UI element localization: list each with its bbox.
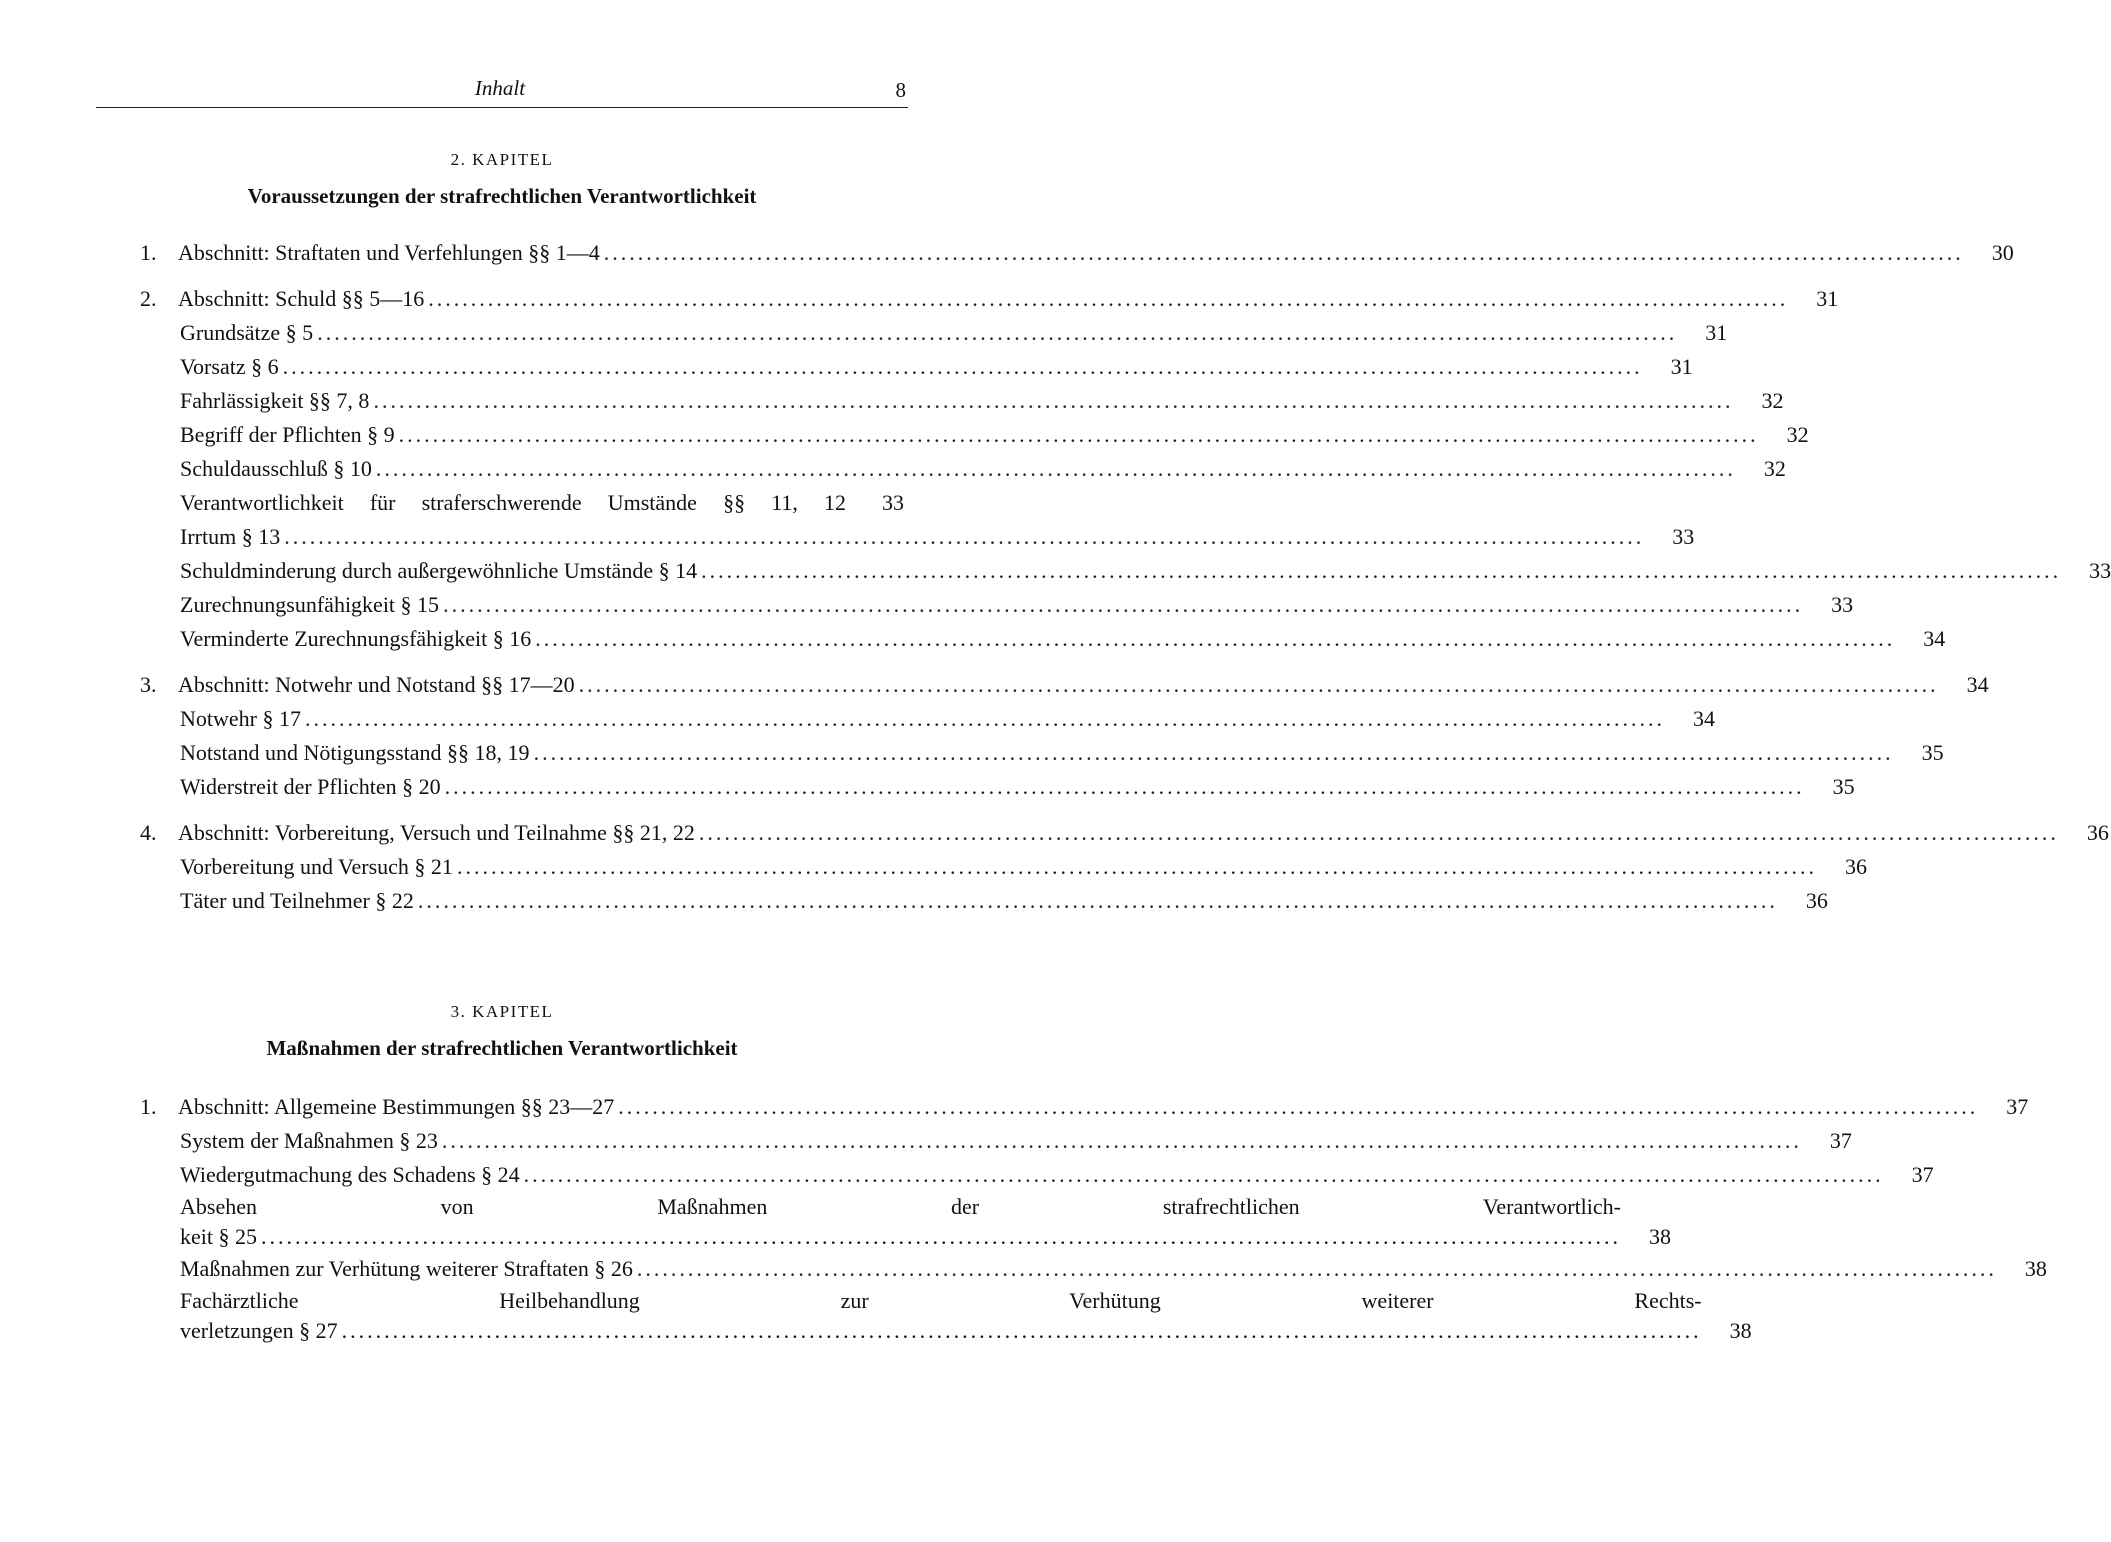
chapter-3-heading <box>96 1002 908 1061</box>
leader-dots <box>428 282 1788 316</box>
section-title: Abschnitt: Schuld §§ 5—16 <box>178 286 425 311</box>
toc-item[interactable] <box>140 384 1784 418</box>
leader-dots <box>261 1222 1621 1252</box>
leader-dots <box>535 622 1895 656</box>
item-title: Maßnahmen zur Verhütung weiterer Straftaten § 26 <box>180 1256 633 1281</box>
chapter-label: 3. KAPITEL <box>450 1002 554 1021</box>
leader-dots <box>604 236 1964 270</box>
item-page: 38 <box>1729 1318 1752 1343</box>
leader-dots <box>524 1158 1884 1192</box>
toc-section[interactable] <box>140 668 1989 702</box>
section-page: 34 <box>1966 672 1989 697</box>
leader-dots <box>317 316 1677 350</box>
leader-dots <box>342 1316 1702 1346</box>
section-page: 36 <box>2086 820 2109 845</box>
toc-item[interactable] <box>140 770 1855 804</box>
leader-dots <box>445 770 1805 804</box>
section-number: 4. <box>140 820 157 845</box>
toc-section[interactable] <box>140 236 2014 270</box>
toc-item[interactable] <box>140 452 1786 486</box>
toc-item[interactable] <box>140 622 1946 656</box>
leader-dots <box>579 668 1939 702</box>
toc-item[interactable] <box>140 1252 2047 1286</box>
leader-dots <box>443 588 1803 622</box>
toc-section[interactable] <box>140 282 1839 316</box>
section-number: 3. <box>140 672 157 697</box>
item-title-line1: Fachärztliche Heilbehandlung zur Verhütung weiterer Rechts- <box>180 1288 1702 1313</box>
item-title: Grundsätze § 5 <box>180 320 314 345</box>
item-page: 38 <box>1649 1224 1671 1249</box>
leader-dots <box>534 736 1894 770</box>
item-page: 31 <box>1670 354 1693 379</box>
toc-item[interactable] <box>140 1158 1934 1192</box>
leader-dots <box>618 1090 1978 1124</box>
header-rule <box>96 107 908 108</box>
leader-dots <box>418 884 1778 918</box>
section-page: 37 <box>2006 1094 2029 1119</box>
item-page: 38 <box>2024 1256 2047 1281</box>
item-page: 34 <box>1692 706 1715 731</box>
item-page: 37 <box>1911 1162 1934 1187</box>
toc-item[interactable] <box>140 588 1854 622</box>
leader-dots <box>442 1124 1802 1158</box>
section-page: 31 <box>1816 286 1839 311</box>
chapter-2-toc <box>140 236 2111 918</box>
leader-dots <box>399 418 1759 452</box>
toc-item[interactable] <box>140 486 904 520</box>
toc-item[interactable] <box>140 1124 1852 1158</box>
item-title-line1: Absehen von Maßnahmen der strafrechtlichen Verantwortlich- <box>180 1194 1621 1219</box>
page-number: 8 <box>895 78 906 102</box>
item-page: 32 <box>1761 388 1784 413</box>
toc-section[interactable] <box>140 816 2109 850</box>
item-page: 35 <box>1832 774 1855 799</box>
item-title: System der Maßnahmen § 23 <box>180 1128 438 1153</box>
item-page: 37 <box>1829 1128 1852 1153</box>
section-number: 2. <box>140 286 157 311</box>
item-page: 32 <box>1763 456 1786 481</box>
toc-item[interactable] <box>140 350 1693 384</box>
toc-item[interactable] <box>140 316 1728 350</box>
running-header-title: Inhalt <box>474 76 526 100</box>
toc-item[interactable] <box>140 418 1809 452</box>
item-title: Verantwortlichkeit für straferschwerende Umstände §§ 11, 12 <box>180 490 846 515</box>
item-title-line2: keit § 25 <box>180 1224 257 1249</box>
item-title: Widerstreit der Pflichten § 20 <box>180 774 441 799</box>
toc-item[interactable] <box>140 520 1695 554</box>
item-title: Notwehr § 17 <box>180 706 301 731</box>
item-title: Notstand und Nötigungsstand §§ 18, 19 <box>180 740 530 765</box>
item-title: Verminderte Zurechnungsfähigkeit § 16 <box>180 626 532 651</box>
item-page: 33 <box>1831 592 1854 617</box>
item-title: Schuldminderung durch außergewöhnliche Umstände § 14 <box>180 558 698 583</box>
chapter-label: 2. KAPITEL <box>450 150 554 169</box>
toc-item[interactable] <box>140 554 2111 588</box>
item-title: Wiedergutmachung des Schadens § 24 <box>180 1162 520 1187</box>
item-title: Fahrlässigkeit §§ 7, 8 <box>180 388 370 413</box>
chapter-title: Voraussetzungen der strafrechtlichen Verantwortlichkeit <box>247 184 757 208</box>
toc-item-multiline[interactable] <box>140 1192 1671 1252</box>
item-page: 33 <box>1672 524 1695 549</box>
toc-item[interactable] <box>140 884 1828 918</box>
item-title: Täter und Teilnehmer § 22 <box>180 888 414 913</box>
item-title: Irrtum § 13 <box>180 524 281 549</box>
chapter-2-heading <box>96 150 908 209</box>
section-number: 1. <box>140 1094 157 1119</box>
toc-item[interactable] <box>140 736 1944 770</box>
item-page: 34 <box>1923 626 1946 651</box>
section-title: Abschnitt: Notwehr und Notstand §§ 17—20 <box>178 672 575 697</box>
section-title: Abschnitt: Allgemeine Bestimmungen §§ 23—27 <box>178 1094 615 1119</box>
leader-dots <box>457 850 1817 884</box>
chapter-title: Maßnahmen der strafrechtlichen Verantwortlichkeit <box>266 1036 738 1060</box>
leader-dots <box>701 554 2061 588</box>
section-title: Abschnitt: Vorbereitung, Versuch und Teilnahme §§ 21, 22 <box>178 820 695 845</box>
item-title: Vorsatz § 6 <box>180 354 279 379</box>
item-page: 33 <box>882 490 904 515</box>
item-title: Zurechnungsunfähigkeit § 15 <box>180 592 440 617</box>
toc-item-multiline[interactable] <box>140 1286 1752 1346</box>
leader-dots <box>699 816 2059 850</box>
chapter-3-toc <box>140 1090 2047 1346</box>
item-title: Schuldausschluß § 10 <box>180 456 372 481</box>
leader-dots <box>637 1252 1997 1286</box>
toc-item[interactable] <box>140 702 1715 736</box>
item-title-line2: verletzungen § 27 <box>180 1318 338 1343</box>
item-title: Vorbereitung und Versuch § 21 <box>180 854 453 879</box>
leader-dots <box>373 384 1733 418</box>
leader-dots <box>305 702 1665 736</box>
item-page: 31 <box>1705 320 1728 345</box>
item-page: 33 <box>2089 558 2111 583</box>
item-page: 36 <box>1844 854 1867 879</box>
leader-dots <box>284 520 1644 554</box>
leader-dots <box>376 452 1736 486</box>
item-page: 36 <box>1805 888 1828 913</box>
section-number: 1. <box>140 240 157 265</box>
item-page: 32 <box>1786 422 1809 447</box>
item-page: 35 <box>1921 740 1944 765</box>
leader-dots <box>283 350 1643 384</box>
section-page: 30 <box>1991 240 2014 265</box>
toc-item[interactable] <box>140 850 1867 884</box>
toc-section[interactable] <box>140 1090 2029 1124</box>
section-title: Abschnitt: Straftaten und Verfehlungen §§ 1—4 <box>178 240 600 265</box>
item-title: Begriff der Pflichten § 9 <box>180 422 395 447</box>
